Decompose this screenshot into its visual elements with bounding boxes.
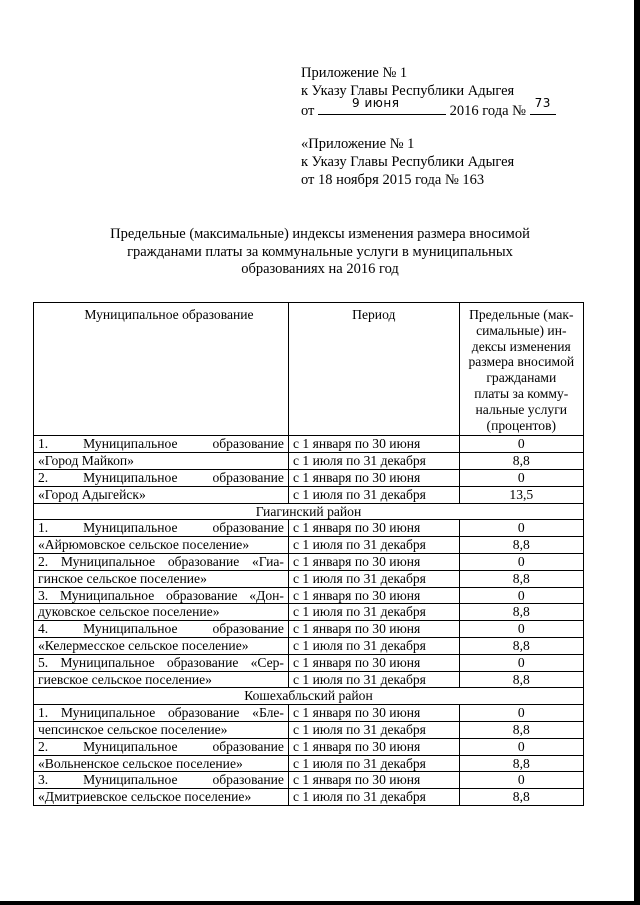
index-value-cell: 0: [459, 587, 583, 604]
document-title: [70, 226, 570, 279]
date-blank: [318, 96, 446, 115]
index-value-cell: 0: [459, 705, 583, 722]
index-value-cell: 0: [459, 621, 583, 638]
period-cell: с 1 января по 30 июня: [288, 436, 459, 453]
header-index-line: размера вносимой: [468, 354, 575, 370]
period-cell: с 1 июля по 31 декабря: [288, 721, 459, 738]
table-row: [34, 520, 584, 537]
index-value-cell: 0: [459, 469, 583, 486]
period-cell: с 1 июля по 31 декабря: [288, 637, 459, 654]
period-cell: с 1 января по 30 июня: [288, 654, 459, 671]
period-cell: с 1 июля по 31 декабря: [288, 755, 459, 772]
municipality-cell: 1. Муниципальное образование «Бле-: [34, 705, 289, 722]
handwritten-number: 73: [534, 96, 551, 110]
index-value-cell: 8,8: [459, 755, 583, 772]
table-row: [34, 755, 584, 772]
title-line-1: Предельные (максимальные) индексы изменения размера вносимой: [110, 226, 530, 242]
appendix-header-old: [301, 135, 514, 189]
index-value-cell: 8,8: [459, 637, 583, 654]
tariff-index-table: [33, 302, 584, 806]
title-line-2: гражданами платы за коммунальные услуги в муниципальных: [127, 243, 513, 260]
table-row: [34, 469, 584, 486]
table-row: [34, 671, 584, 688]
municipality-cell: «Айрюмовское сельское поселение»: [34, 537, 289, 554]
period-cell: с 1 января по 30 июня: [288, 621, 459, 638]
appendix-header-new: [301, 64, 556, 118]
index-value-cell: 0: [459, 738, 583, 755]
header-index: [459, 303, 583, 436]
period-cell: с 1 июля по 31 декабря: [288, 671, 459, 688]
period-cell: с 1 января по 30 июня: [288, 553, 459, 570]
appendix-from-label: от: [301, 103, 315, 119]
index-value-cell: 8,8: [459, 671, 583, 688]
index-value-cell: 8,8: [459, 453, 583, 470]
index-value-cell: 13,5: [459, 486, 583, 503]
district-heading: Кошехабльский район: [34, 688, 584, 705]
table-row: [34, 486, 584, 503]
header-index-line: дексы изменения: [471, 338, 571, 354]
period-cell: с 1 июля по 31 декабря: [288, 570, 459, 587]
scan-edge-right: [634, 0, 640, 905]
municipality-cell: «Вольненское сельское поселение»: [34, 755, 289, 772]
district-row: [34, 688, 584, 705]
number-blank: [530, 96, 556, 115]
district-heading: Гиагинский район: [34, 503, 584, 520]
index-value-cell: 8,8: [459, 721, 583, 738]
municipality-cell: 2. Муниципальное образование: [34, 738, 289, 755]
table-row: [34, 604, 584, 621]
scan-edge-bottom: [0, 901, 640, 905]
period-cell: с 1 июля по 31 декабря: [288, 789, 459, 806]
header-index-line: гражданами: [486, 370, 557, 386]
municipality-cell: 1. Муниципальное образование: [34, 520, 289, 537]
header-period: Период: [288, 303, 459, 436]
old-appendix-line-3: от 18 ноября 2015 года № 163: [301, 172, 485, 188]
municipality-cell: гиевское сельское поселение»: [34, 671, 289, 688]
table-row: [34, 789, 584, 806]
index-value-cell: 8,8: [459, 537, 583, 554]
title-line-3: образованиях на 2016 год: [241, 261, 399, 277]
table-row: [34, 738, 584, 755]
old-appendix-line-1: «Приложение № 1: [301, 136, 415, 152]
table-row: [34, 436, 584, 453]
header-index-line: нальные услуги: [475, 401, 568, 417]
table-header-row: [34, 303, 584, 436]
period-cell: с 1 января по 30 июня: [288, 738, 459, 755]
period-cell: с 1 января по 30 июня: [288, 469, 459, 486]
table-row: [34, 621, 584, 638]
table-row: [34, 654, 584, 671]
district-row: [34, 503, 584, 520]
header-index-line: (процентов): [486, 417, 557, 433]
table-row: [34, 570, 584, 587]
header-index-line: Предельные (мак-: [469, 307, 574, 322]
index-value-cell: 8,8: [459, 604, 583, 621]
header-index-line: платы за комму-: [474, 385, 569, 401]
municipality-cell: 1. Муниципальное образование: [34, 436, 289, 453]
index-value-cell: 0: [459, 654, 583, 671]
municipality-cell: 2. Муниципальное образование «Гиа-: [34, 553, 289, 570]
period-cell: с 1 июля по 31 декабря: [288, 537, 459, 554]
municipality-cell: «Город Адыгейск»: [34, 486, 289, 503]
old-appendix-line-2: к Указу Главы Республики Адыгея: [301, 154, 515, 170]
table-row: [34, 721, 584, 738]
municipality-cell: «Дмитриевское сельское поселение»: [34, 789, 289, 806]
municipality-cell: чепсинское сельское поселение»: [34, 721, 289, 738]
municipality-cell: 2. Муниципальное образование: [34, 469, 289, 486]
period-cell: с 1 июля по 31 декабря: [288, 604, 459, 621]
index-value-cell: 0: [459, 436, 583, 453]
index-value-cell: 0: [459, 772, 583, 789]
period-cell: с 1 января по 30 июня: [288, 520, 459, 537]
municipality-cell: 5. Муниципальное образование «Сер-: [34, 654, 289, 671]
header-municipality: Муниципальное образование: [34, 303, 289, 436]
index-value-cell: 0: [459, 520, 583, 537]
appendix-year-label: 2016 года №: [449, 103, 526, 119]
period-cell: с 1 июля по 31 декабря: [288, 486, 459, 503]
index-value-cell: 0: [459, 553, 583, 570]
table-row: [34, 705, 584, 722]
table-row: [34, 587, 584, 604]
table-row: [34, 553, 584, 570]
table-row: [34, 537, 584, 554]
table-row: [34, 637, 584, 654]
municipality-cell: гинское сельское поселение»: [34, 570, 289, 587]
appendix-line-3: [301, 96, 556, 119]
handwritten-date: 9 июня: [352, 96, 400, 110]
index-value-cell: 8,8: [459, 789, 583, 806]
municipality-cell: 3. Муниципальное образование «Дон-: [34, 587, 289, 604]
period-cell: с 1 января по 30 июня: [288, 587, 459, 604]
municipality-cell: «Келермесское сельское поселение»: [34, 637, 289, 654]
appendix-line-2: к Указу Главы Республики Адыгея: [301, 83, 515, 99]
header-index-line: симальные) ин-: [476, 322, 567, 338]
municipality-cell: дуковское сельское поселение»: [34, 604, 289, 621]
municipality-cell: «Город Майкоп»: [34, 453, 289, 470]
table-row: [34, 453, 584, 470]
municipality-cell: 3. Муниципальное образование: [34, 772, 289, 789]
municipality-cell: 4. Муниципальное образование: [34, 621, 289, 638]
appendix-line-1: Приложение № 1: [301, 65, 408, 81]
index-value-cell: 8,8: [459, 570, 583, 587]
table-row: [34, 772, 584, 789]
period-cell: с 1 января по 30 июня: [288, 772, 459, 789]
period-cell: с 1 июля по 31 декабря: [288, 453, 459, 470]
period-cell: с 1 января по 30 июня: [288, 705, 459, 722]
